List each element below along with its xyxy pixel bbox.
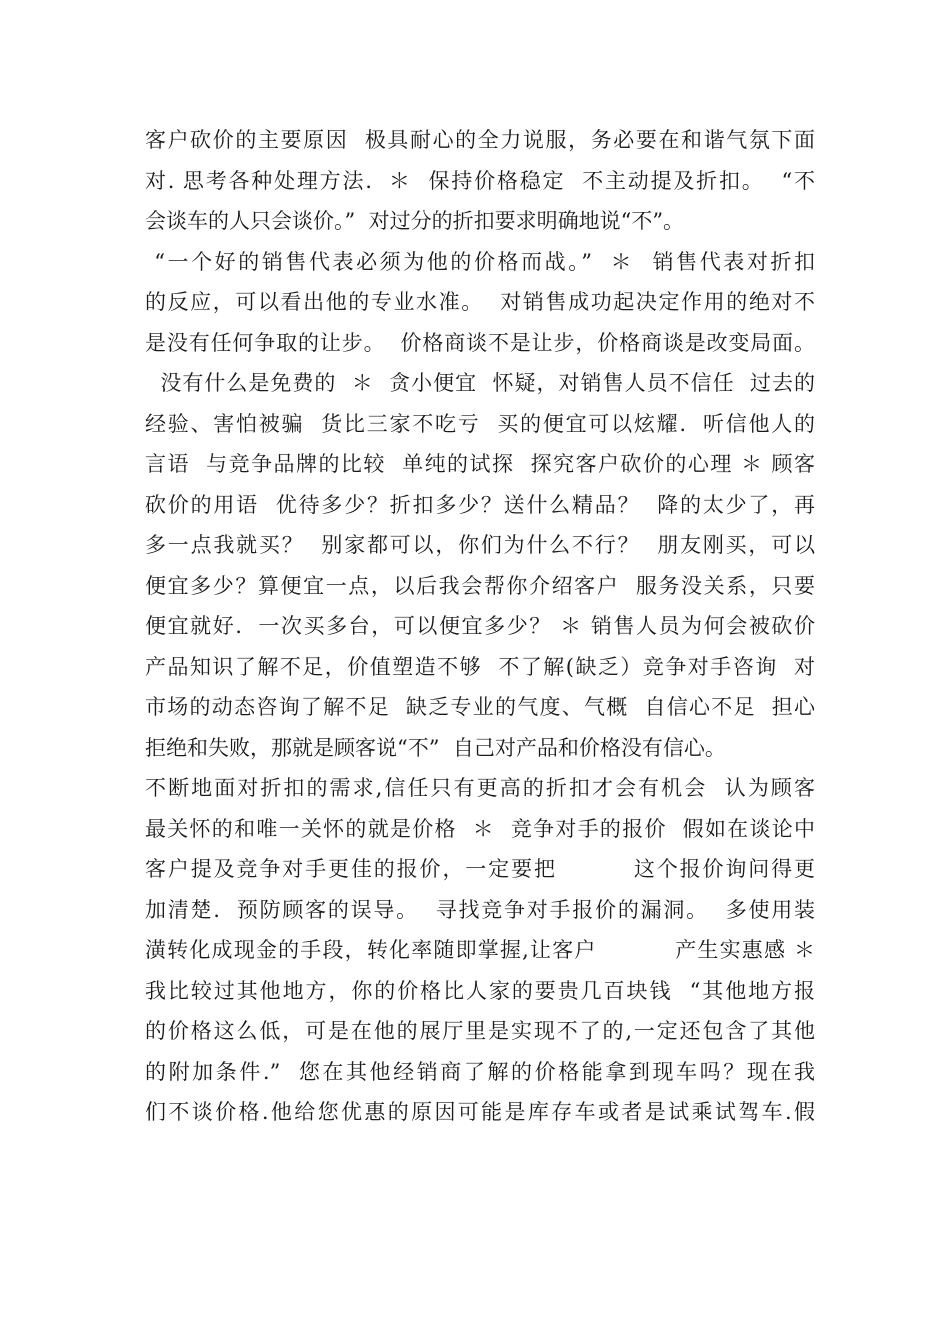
- text-line: 是没有任何争取的让步。 价格商谈不是让步，价格商谈是改变局面。: [145, 330, 815, 355]
- text-line: 我比较过其他地方，你的价格比人家的要贵几百块钱 “其他地方报: [145, 978, 815, 1003]
- text-line: 客户提及竞争对手更佳的报价，一定要把 这个报价询问得更: [145, 857, 815, 881]
- text-line: 的附加条件.” 您在其他经销商了解的价格能拿到现车吗？现在我: [145, 1059, 815, 1084]
- text-line: 拒绝和失败，那就是顾客说“不” 自己对产品和价格没有信心。: [145, 735, 726, 760]
- text-line: 的价格这么低，可是在他的展厅里是实现不了的,一定还包含了其他: [145, 1019, 815, 1043]
- text-line: 最关怀的和唯一关怀的就是价格 ＊ 竞争对手的报价 假如在谈论中: [145, 816, 815, 841]
- text-line: 会谈车的人只会谈价。” 对过分的折扣要求明确地说“不”。: [145, 209, 685, 233]
- text-line: 们不谈价格.他给您优惠的原因可能是库存车或者是试乘试驾车.假: [145, 1100, 815, 1124]
- text-line: 的反应，可以看出他的专业水准。 对销售成功起决定作用的绝对不: [145, 290, 815, 314]
- text-line: 不断地面对折扣的需求,信任只有更高的折扣才会有机会 认为顾客: [145, 776, 815, 800]
- text-line: 潢转化成现金的手段，转化率随即掌握,让客户 产生实惠感 ＊: [145, 938, 815, 962]
- text-line: 没有什么是免费的 ＊ 贪小便宜 怀疑，对销售人员不信任 过去的: [145, 371, 815, 395]
- body-text: [145, 120, 815, 1133]
- text-line: 多一点我就买？ 别家都可以，你们为什么不行？ 朋友刚买，可以: [145, 533, 815, 557]
- text-line: 言语 与竞争品牌的比较 单纯的试探 探究客户砍价的心理 ＊ 顾客: [145, 452, 815, 476]
- text-line: 便宜多少？算便宜一点，以后我会帮你介绍客户 服务没关系，只要: [145, 573, 815, 598]
- text-line: 产品知识了解不足，价值塑造不够 不了解(缺乏）竞争对手咨询 对: [145, 654, 815, 679]
- text-line: 市场的动态咨询了解不足 缺乏专业的气度、气概 自信心不足 担心: [145, 695, 815, 719]
- text-line: “一个好的销售代表必须为他的价格而战。” ＊ 销售代表对折扣: [145, 249, 815, 274]
- text-line: 便宜就好. 一次买多台，可以便宜多少？ ＊ 销售人员为何会被砍价: [145, 614, 815, 638]
- text-line: 对. 思考各种处理方法. ＊ 保持价格稳定 不主动提及折扣。 “不: [145, 168, 815, 193]
- text-line: 砍价的用语 优待多少？折扣多少？送什么精品？ 降的太少了，再: [145, 492, 815, 517]
- text-line: 加清楚. 预防顾客的误导。 寻找竞争对手报价的漏洞。 多使用装: [145, 897, 815, 922]
- text-line: 客户砍价的主要原因 极具耐心的全力说服，务必要在和谐气氛下面: [145, 128, 815, 152]
- text-line: 经验、害怕被骗 货比三家不吃亏 买的便宜可以炫耀. 听信他人的: [145, 411, 815, 436]
